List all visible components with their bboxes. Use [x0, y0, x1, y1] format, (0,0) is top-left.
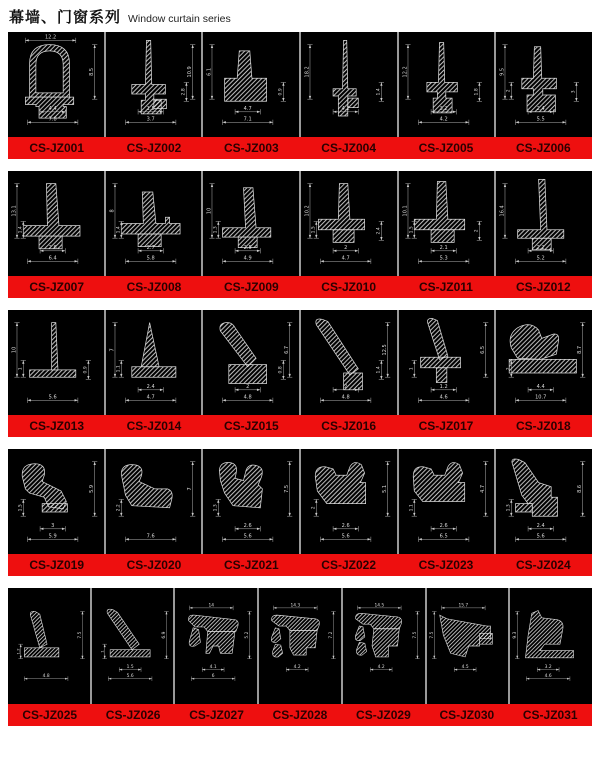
svg-text:2.6: 2.6 — [439, 523, 448, 530]
svg-text:1.4: 1.4 — [376, 88, 382, 96]
profile-drawing-CS-JZ026 — [92, 588, 174, 704]
profile-cell — [301, 449, 397, 554]
svg-text:4.2: 4.2 — [377, 665, 385, 671]
svg-text:7: 7 — [108, 348, 115, 352]
svg-text:1.2: 1.2 — [15, 648, 21, 655]
svg-text:4.2: 4.2 — [341, 106, 350, 113]
profile-cell — [399, 310, 495, 415]
product-code-label: CS-JZ004 — [321, 141, 376, 155]
svg-text:14.3: 14.3 — [290, 603, 301, 609]
svg-text:5.3: 5.3 — [439, 255, 448, 262]
profile-catalog — [0, 32, 600, 726]
svg-text:3: 3 — [51, 523, 55, 530]
profile-drawing-CS-JZ017 — [399, 310, 495, 415]
svg-text:3.2: 3.2 — [439, 106, 448, 113]
profile-drawing-CS-JZ030 — [427, 588, 509, 704]
svg-text:10.1: 10.1 — [401, 205, 408, 217]
svg-text:2.4: 2.4 — [537, 106, 546, 113]
svg-text:6.9: 6.9 — [161, 631, 167, 639]
product-code-label: CS-JZ023 — [418, 558, 474, 572]
svg-text:1: 1 — [98, 650, 104, 653]
svg-text:12.2: 12.2 — [44, 34, 57, 41]
profile-drawing-CS-JZ006 — [496, 32, 592, 137]
product-code-label: CS-JZ011 — [418, 280, 473, 294]
product-code-label: CS-JZ016 — [321, 419, 376, 433]
svg-text:6.4: 6.4 — [48, 255, 57, 262]
profile-cell — [92, 588, 174, 704]
catalog-row — [8, 32, 592, 159]
svg-text:1.4: 1.4 — [116, 226, 122, 234]
profile-cell — [203, 32, 299, 137]
svg-text:4.8: 4.8 — [42, 674, 50, 680]
product-code-label: CS-JZ006 — [515, 141, 571, 155]
svg-text:1.2: 1.2 — [439, 384, 448, 391]
profile-cell — [8, 588, 90, 704]
svg-text:4.7: 4.7 — [244, 106, 253, 113]
svg-text:8: 8 — [108, 209, 115, 213]
svg-text:6.5: 6.5 — [439, 533, 448, 540]
profile-cell — [8, 32, 104, 137]
profile-drawing-CS-JZ002 — [106, 32, 202, 137]
product-code-label: CS-JZ017 — [418, 419, 474, 433]
profile-cell — [301, 310, 397, 415]
profile-drawing-CS-JZ005 — [399, 32, 495, 137]
product-code-label: CS-JZ002 — [126, 141, 182, 155]
profile-cell — [8, 449, 104, 554]
svg-text:9.3: 9.3 — [513, 631, 519, 639]
svg-text:1.3: 1.3 — [213, 226, 219, 234]
svg-text:1: 1 — [18, 367, 24, 371]
svg-text:2.7: 2.7 — [146, 245, 155, 252]
profile-row-panel — [8, 171, 592, 276]
product-code-label: CS-JZ013 — [29, 419, 85, 433]
code-strip — [8, 276, 592, 298]
profile-drawing-CS-JZ012 — [496, 171, 592, 276]
product-code-label: CS-JZ008 — [126, 280, 182, 294]
profile-drawing-CS-JZ025 — [8, 588, 90, 704]
profile-cell — [259, 588, 341, 704]
profile-cell — [203, 310, 299, 415]
profile-drawing-CS-JZ003 — [203, 32, 299, 137]
svg-text:7.5: 7.5 — [78, 631, 84, 639]
svg-text:1.5: 1.5 — [409, 226, 415, 234]
product-code-label: CS-JZ009 — [223, 280, 279, 294]
profile-drawing-CS-JZ027 — [175, 588, 257, 704]
product-code-label: CS-JZ022 — [321, 558, 376, 572]
svg-text:2.6: 2.6 — [244, 523, 253, 530]
product-code-label: CS-JZ031 — [522, 708, 578, 722]
profile-drawing-CS-JZ022 — [301, 449, 397, 554]
svg-text:4.2: 4.2 — [293, 665, 301, 671]
page-header — [0, 0, 600, 32]
page-title-chinese: 幕墙、门窗系列 — [9, 9, 122, 26]
svg-text:1.5: 1.5 — [311, 226, 317, 234]
profile-drawing-CS-JZ023 — [399, 449, 495, 554]
svg-text:1.4: 1.4 — [18, 226, 24, 234]
svg-text:2: 2 — [311, 506, 317, 510]
product-code-label: CS-JZ027 — [189, 708, 244, 722]
svg-text:7.5: 7.5 — [429, 631, 435, 639]
svg-text:4.9: 4.9 — [244, 255, 253, 262]
svg-text:7: 7 — [186, 487, 193, 491]
svg-text:10.2: 10.2 — [304, 205, 311, 217]
profile-drawing-CS-JZ029 — [343, 588, 425, 704]
profile-cell — [496, 449, 592, 554]
svg-text:14: 14 — [208, 603, 215, 609]
svg-text:5.1: 5.1 — [382, 484, 389, 493]
profile-cell — [106, 310, 202, 415]
profile-drawing-CS-JZ031 — [510, 588, 592, 704]
svg-text:1.8: 1.8 — [474, 88, 480, 96]
svg-text:1.5: 1.5 — [146, 106, 155, 113]
svg-text:2.1: 2.1 — [439, 245, 448, 252]
svg-text:4.4: 4.4 — [48, 106, 57, 113]
profile-row-panel — [8, 310, 592, 415]
svg-text:4.5: 4.5 — [461, 665, 469, 671]
svg-text:16.4: 16.4 — [499, 205, 506, 217]
svg-text:7.6: 7.6 — [146, 533, 155, 540]
catalog-row — [8, 449, 592, 576]
svg-text:1.5: 1.5 — [126, 665, 134, 671]
svg-text:4.7: 4.7 — [341, 255, 350, 262]
product-code-label: CS-JZ021 — [223, 558, 279, 572]
svg-text:4.7: 4.7 — [479, 484, 486, 493]
catalog-row — [8, 310, 592, 437]
svg-text:4.4: 4.4 — [537, 384, 546, 391]
svg-text:2.6: 2.6 — [48, 245, 57, 252]
svg-text:2: 2 — [506, 89, 512, 93]
code-strip — [8, 415, 592, 437]
svg-text:1.1: 1.1 — [409, 504, 415, 512]
profile-cell — [8, 310, 104, 415]
profile-row-panel — [8, 32, 592, 137]
svg-text:7.1: 7.1 — [244, 116, 253, 123]
svg-text:5.6: 5.6 — [341, 533, 350, 540]
profile-cell — [496, 310, 592, 415]
catalog-row — [8, 588, 592, 726]
svg-text:3.2: 3.2 — [544, 665, 552, 671]
code-strip — [8, 704, 592, 726]
product-code-label: CS-JZ028 — [272, 708, 328, 722]
product-code-label: CS-JZ005 — [418, 141, 474, 155]
product-code-label: CS-JZ015 — [223, 419, 279, 433]
svg-text:9.5: 9.5 — [499, 67, 506, 76]
svg-text:10.9: 10.9 — [186, 66, 193, 78]
svg-text:2.4: 2.4 — [537, 523, 546, 530]
product-code-label: CS-JZ007 — [29, 280, 85, 294]
svg-text:15.7: 15.7 — [458, 603, 468, 609]
svg-text:4.1: 4.1 — [210, 665, 218, 671]
code-strip — [8, 137, 592, 159]
svg-text:7.2: 7.2 — [329, 631, 335, 639]
profile-cell — [301, 32, 397, 137]
svg-text:8.5: 8.5 — [89, 67, 96, 76]
code-strip — [8, 554, 592, 576]
svg-text:2: 2 — [344, 384, 348, 391]
profile-row-panel — [8, 449, 592, 554]
svg-text:2.4: 2.4 — [376, 227, 382, 235]
profile-drawing-CS-JZ008 — [106, 171, 202, 276]
profile-cell — [399, 32, 495, 137]
svg-text:1.3: 1.3 — [506, 504, 512, 512]
svg-text:2.5: 2.5 — [244, 245, 253, 252]
svg-text:1: 1 — [409, 367, 415, 371]
svg-text:1.5: 1.5 — [18, 504, 24, 512]
profile-drawing-CS-JZ016 — [301, 310, 397, 415]
svg-text:2.4: 2.4 — [146, 384, 155, 391]
product-code-label: CS-JZ003 — [223, 141, 279, 155]
profile-drawing-CS-JZ004 — [301, 32, 397, 137]
profile-drawing-CS-JZ010 — [301, 171, 397, 276]
svg-text:14.5: 14.5 — [374, 603, 385, 609]
svg-text:0.9: 0.9 — [83, 366, 89, 374]
svg-text:4.6: 4.6 — [439, 394, 448, 401]
catalog-row — [8, 171, 592, 298]
profile-drawing-CS-JZ009 — [203, 171, 299, 276]
svg-text:3.7: 3.7 — [146, 116, 155, 123]
svg-text:4.6: 4.6 — [544, 674, 552, 680]
profile-drawing-CS-JZ001 — [8, 32, 104, 137]
product-code-label: CS-JZ019 — [29, 558, 85, 572]
svg-text:5.6: 5.6 — [126, 674, 134, 680]
profile-drawing-CS-JZ028 — [259, 588, 341, 704]
svg-text:7.5: 7.5 — [284, 484, 291, 493]
svg-text:5.9: 5.9 — [89, 484, 96, 493]
profile-cell — [175, 588, 257, 704]
profile-drawing-CS-JZ013 — [8, 310, 104, 415]
product-code-label: CS-JZ029 — [356, 708, 411, 722]
svg-text:6: 6 — [212, 674, 215, 680]
profile-cell — [8, 171, 104, 276]
svg-text:7.5: 7.5 — [412, 631, 418, 639]
svg-text:2: 2 — [246, 384, 250, 391]
product-code-label: CS-JZ010 — [321, 280, 376, 294]
profile-cell — [496, 32, 592, 137]
svg-text:5.5: 5.5 — [537, 116, 546, 123]
profile-drawing-CS-JZ024 — [496, 449, 592, 554]
profile-row-panel — [8, 588, 592, 704]
product-code-label: CS-JZ030 — [439, 708, 495, 722]
profile-drawing-CS-JZ018 — [496, 310, 592, 415]
svg-text:5.2: 5.2 — [245, 631, 251, 639]
svg-text:5.6: 5.6 — [48, 394, 57, 401]
product-code-label: CS-JZ014 — [126, 419, 182, 433]
svg-text:7.8: 7.8 — [48, 116, 57, 123]
svg-text:2.2: 2.2 — [116, 504, 122, 512]
svg-text:8.7: 8.7 — [577, 345, 584, 354]
svg-text:1.3: 1.3 — [213, 504, 219, 512]
svg-text:2.6: 2.6 — [341, 523, 350, 530]
svg-text:0.9: 0.9 — [279, 88, 285, 96]
svg-text:6.5: 6.5 — [479, 345, 486, 354]
svg-text:1.4: 1.4 — [376, 366, 382, 374]
product-code-label: CS-JZ025 — [22, 708, 78, 722]
product-code-label: CS-JZ012 — [515, 280, 571, 294]
svg-text:10.7: 10.7 — [535, 394, 547, 401]
svg-text:2.2: 2.2 — [537, 245, 546, 252]
profile-cell — [106, 171, 202, 276]
svg-text:2.8: 2.8 — [181, 88, 187, 96]
svg-text:5.6: 5.6 — [244, 533, 253, 540]
page-title-english: Window curtain series — [128, 13, 231, 25]
product-code-label: CS-JZ020 — [126, 558, 182, 572]
profile-cell — [399, 171, 495, 276]
profile-drawing-CS-JZ015 — [203, 310, 299, 415]
svg-text:2: 2 — [474, 229, 480, 233]
profile-drawing-CS-JZ019 — [8, 449, 104, 554]
profile-cell — [203, 171, 299, 276]
svg-text:12.5: 12.5 — [382, 344, 389, 356]
profile-drawing-CS-JZ011 — [399, 171, 495, 276]
profile-cell — [399, 449, 495, 554]
svg-text:4.8: 4.8 — [244, 394, 253, 401]
profile-drawing-CS-JZ020 — [106, 449, 202, 554]
svg-text:2: 2 — [344, 245, 348, 252]
svg-text:10: 10 — [11, 346, 18, 354]
svg-text:6.7: 6.7 — [284, 345, 291, 354]
profile-cell — [301, 171, 397, 276]
svg-text:6.1: 6.1 — [206, 67, 213, 76]
svg-text:13.1: 13.1 — [11, 205, 18, 217]
svg-text:4.7: 4.7 — [146, 394, 155, 401]
profile-drawing-CS-JZ021 — [203, 449, 299, 554]
profile-cell — [106, 32, 202, 137]
svg-text:3: 3 — [572, 90, 578, 94]
profile-drawing-CS-JZ014 — [106, 310, 202, 415]
product-code-label: CS-JZ026 — [105, 708, 161, 722]
svg-text:5.2: 5.2 — [537, 255, 546, 262]
svg-text:18.2: 18.2 — [304, 66, 311, 78]
svg-text:12.2: 12.2 — [401, 66, 408, 78]
svg-text:4.2: 4.2 — [439, 116, 448, 123]
profile-cell — [203, 449, 299, 554]
svg-text:0.8: 0.8 — [279, 366, 285, 374]
product-code-label: CS-JZ001 — [29, 141, 85, 155]
profile-drawing-CS-JZ007 — [8, 171, 104, 276]
product-code-label: CS-JZ024 — [515, 558, 571, 572]
profile-cell — [496, 171, 592, 276]
svg-text:10: 10 — [206, 207, 213, 215]
profile-cell — [510, 588, 592, 704]
profile-cell — [343, 588, 425, 704]
svg-text:8.6: 8.6 — [577, 484, 584, 493]
svg-text:2: 2 — [506, 367, 512, 371]
product-code-label: CS-JZ018 — [515, 419, 571, 433]
svg-text:1.1: 1.1 — [116, 365, 122, 373]
svg-text:5.9: 5.9 — [48, 533, 57, 540]
svg-text:4.8: 4.8 — [341, 394, 350, 401]
svg-text:5.8: 5.8 — [146, 255, 155, 262]
profile-cell — [106, 449, 202, 554]
svg-text:5.6: 5.6 — [537, 533, 546, 540]
profile-cell — [427, 588, 509, 704]
